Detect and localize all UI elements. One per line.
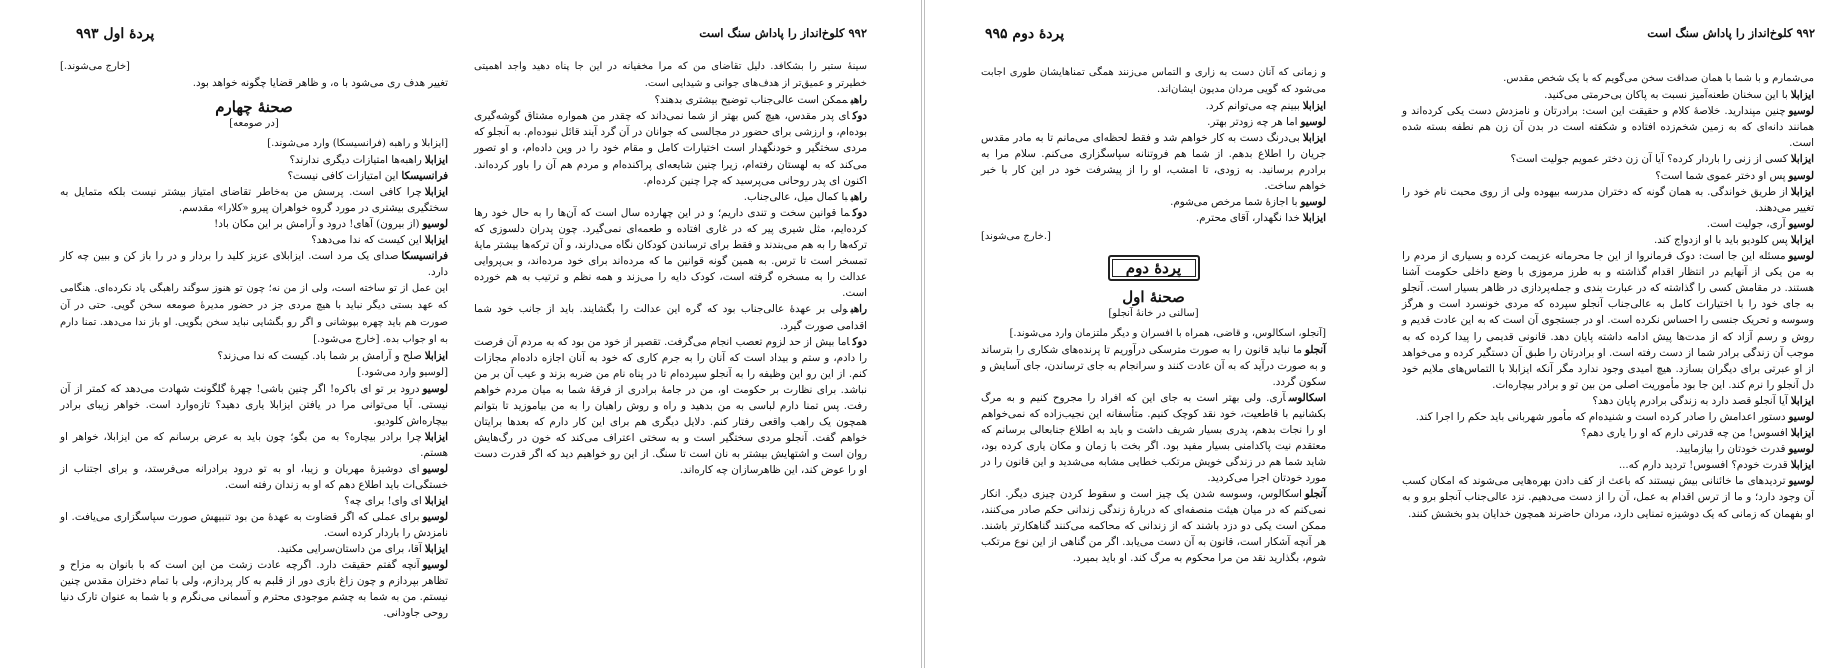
- speaker-name: اسکالوس: [1288, 392, 1326, 404]
- dialogue-line: [1402, 184, 1814, 216]
- speaker-name: راهب: [850, 94, 867, 107]
- dialogue-line: [474, 92, 867, 108]
- speaker-name: ایزابلا: [424, 234, 448, 246]
- stage-direction: می‌شمارم و با شما با همان صداقت سخن می‌گویم که با یک شخص مقدس.: [1503, 73, 1814, 84]
- speaker-name: دوک: [852, 206, 867, 219]
- dialogue-line: [1402, 248, 1814, 393]
- speech-text: افسوس! من چه قدرتی دارم که او را یاری دهم؟: [1581, 427, 1788, 440]
- speaker-name: آنجلو: [1304, 488, 1326, 500]
- speech-text: پس او دختر عموی شما است؟: [1655, 169, 1786, 182]
- dialogue-list: [60, 135, 448, 621]
- speaker-name: لوسیو: [1788, 410, 1814, 423]
- speaker-name: راهب: [850, 303, 867, 316]
- speech-text: قدرت خودم؟ افسوس! تردید دارم که...: [1618, 459, 1788, 472]
- speech-text: صدای یک مرد است. ایزابلای عزیز کلید را بردار و در را باز کن و ببین چه کار دارد.: [60, 250, 448, 278]
- speaker-name: ایزابلا: [1790, 153, 1814, 166]
- page-992-left: [462, 0, 921, 668]
- speech-text: ممکن است عالی‌جناب توضیح بیشتری بدهند؟: [654, 94, 848, 107]
- speech-text: چرا کافی است. پرسش من به‌خاطر تقاضای امتیاز بیشتر نیست بلکه متمایل به سختگیری بیشتری در مورد گروه خواهران پیرو «کلارا» مقدسم.: [60, 186, 448, 214]
- dialogue-line: [1402, 70, 1814, 87]
- stage-direction: [آنجلو، اسکالوس، و قاضی، همراه با افسران و دیگر ملتزمان وارد می‌شوند.]: [1009, 328, 1326, 339]
- scene-subtitle: [سالنی در خانهٔ آنجلو]: [1108, 308, 1199, 319]
- dialogue-line: [474, 301, 867, 333]
- speaker-name: لوسیو: [422, 218, 448, 230]
- speaker-name: فرانسیسکا: [401, 250, 448, 262]
- page-header: ۹۹۲ کلوخ‌انداز را پاداش سنگ است: [1647, 26, 1815, 40]
- dialogue-line: [60, 348, 448, 364]
- dialogue-line: [981, 325, 1326, 342]
- dialogue-line: [981, 64, 1326, 98]
- speech-text: اما هر چه زودتر بهتر.: [1207, 116, 1298, 128]
- speaker-name: ایزابلا: [1790, 427, 1814, 440]
- page-header: پردهٔ دوم ۹۹۵: [985, 26, 1065, 42]
- speech-text: آیا آنجلو قصد دارد به زندگی برادرم پایان دهد؟: [1592, 394, 1788, 407]
- speaker-name: ایزابلا: [1790, 459, 1814, 472]
- page-995-text: [981, 64, 1326, 566]
- dialogue-line: [60, 152, 448, 168]
- page-992-right-text: [1402, 70, 1814, 522]
- speaker-name: ایزابلا: [1302, 132, 1326, 144]
- speech-text: ای وای! برای چه؟: [344, 495, 422, 507]
- speech-text: تردیدهای ما خائنانی بیش نیستند که باعث از کف دادن بهره‌هایی می‌شوند که امکان کسب آن وجود دارد؛ و ما از ترس اقدام به عمل، آن را از دست می‌دهیم. نزد عالی‌جناب آنجلو برو و به او بفهمان که زمانی که یک دوشیزه تمنایی دارد، مردان حاضرند همچون خدایان بدو بخشش کنند.: [1402, 475, 1814, 520]
- dialogue-line: [981, 486, 1326, 566]
- right-page-spread: [925, 0, 1843, 668]
- speaker-name: دوک: [852, 110, 867, 123]
- speech-text: قدرت خودتان را بیازمایید.: [1675, 443, 1786, 456]
- dialogue-line: [60, 509, 448, 541]
- speaker-name: لوسیو: [422, 463, 448, 475]
- act-title-box: پردهٔ دوم: [1108, 255, 1200, 281]
- speaker-name: لوسیو: [422, 511, 448, 523]
- speech-text: اسکالوس، وسوسه شدن یک چیز است و سقوط کردن چیزی دیگر. انکار نمی‌کنم که در میان هیئت منصفه‌ای که دربارهٔ زندگی زندانی حکم صادر می‌کنند، ممکن است یکی دو دزد باشند که از زندانی که محاکمه می‌کنند گناهکارتر باشند. هر آنچه آشکار است، قانون به آن دست می‌یابد. اگر من گناهی از این نوع مرتکب شوم، بگذارید نقد من مرا محکوم به مرگ کند. او باید بمیرد.: [981, 488, 1326, 564]
- dialogue-line: [1402, 425, 1814, 441]
- speaker-name: ایزابلا: [1302, 100, 1326, 112]
- speech-text: از طریق خواندگی. به همان گونه که دختران مدرسه بیهوده ولی از روی محبت نام خود را تغییر می‌دهند.: [1402, 185, 1814, 214]
- page-992-right: [1370, 0, 1843, 668]
- dialogue-list-top: [981, 64, 1326, 226]
- stage-direction: این عمل از تو ساخته است، ولی از من نه؛ چون تو هنوز سوگند راهبگی یاد نکرده‌ای. هنگامی که عهد بستی دیگر نباید با هیچ مردی جز در حضور مدیرهٔ صومعه سخن گویی. حتی در آن صورت هم باید چهره بپوشانی و اگر رو بگشایی نباید سخن بگویی. او باز ندا می‌دهد. تمنا دارم به او جواب بده. [خارج می‌شود.]: [60, 283, 448, 345]
- dialogue-line: [60, 364, 448, 381]
- speech-text: مسئله این جا است: دوک فرمانروا از این جا محرمانه عزیمت کرده و بسیاری از مردم را به من یکی از آنهایم در انتظار اقدام گذاشته و به طرز مرموزی با وضع داخلی حکومت آشنا هستند. در مقامش کسی را گذاشته که در عبارت بندی و جمله‌پردازی در ظاهر بسیار است. آنجلو به جای خود را با اختیارات کامل به عالی‌جناب آنجلو سپرده که مردی خونسرد است و هرگز وسوسه و تحریک جنسی را احساس نکرده است. او در جستجوی آن است که به این عادت قدیم و روش و رسم آزاد که از مدت‌ها پیش ادامه داشته پایان دهد. قانونی قدیمی را پیدا کرده که به موجب آن زندگی برادر شما از دست رفته است. او برادرتان را طبق آن دستگیر کرده و می‌خواهد از او عبرتی برای دیگران بسازد. هیچ امیدی وجود ندارد مگر آنکه ایزابلا با التماس‌های ملایم خود دل آنجلو را نرم کند. این جا بود مأموریت اصلی من بین تو و برادر بیچاره‌ات.: [1402, 250, 1814, 391]
- dialogue-line: [981, 390, 1326, 486]
- speaker-name: لوسیو: [1300, 196, 1326, 208]
- speech-text: ای دوشیزهٔ مهربان و زیبا، او به تو درود برادرانه می‌فرستد، و برای اجتناب از خستگی‌ات باید اطلاع دهم که او به زندان رفته است.: [60, 463, 448, 491]
- speech-text: اما بیش از حد لزوم تعصب انجام می‌گرفت. تقصیر از خود من بود که به مردم آن فرصت را دادم، و ستم و بیداد است که آنان را به جرم کاری که خود به آنان اجازه داده‌ام مجازات کنم. از این رو این وظیفه را به آنجلو سپرده‌ام تا در پناه نام من ضربه بزند و عیب آن بر من نباشد. برای نظارت بر حکومت او، من در جامهٔ برادری از فرقهٔ شما به میان مردم خواهم رفت. پس تمنا دارم لباسی به من بدهید و راه و روش راهبان را به من بیاموزید تا بتوانم همچون یک راهب واقعی رفتار کنم. دلایل دیگری هم برای این کار دارم که بعدها برایتان خواهم گفت. آنجلو مردی سختگیر است و به سختی اعتراف می‌کند که خون در رگ‌هایش روان است و اشتهایش بیشتر به نان است تا سنگ. از این رو خواهیم دید که اگر قدرت دست او را عوض کند، این ظاهرسازان چه کاره‌اند.: [474, 335, 867, 477]
- dialogue-line: [60, 381, 448, 429]
- speaker-name: دوک: [852, 335, 867, 348]
- speaker-name: ایزابلا: [1302, 212, 1326, 224]
- speaker-name: ایزابلا: [424, 543, 448, 555]
- dialogue-list: [1402, 70, 1814, 522]
- dialogue-line: [474, 205, 867, 302]
- dialogue-line: [1402, 103, 1814, 151]
- speaker-name: لوسیو: [1788, 250, 1814, 263]
- dialogue-line: [981, 130, 1326, 194]
- speech-text: برای عملی که اگر قضاوت به عهدهٔ من بود تنبیهش صورت سپاسگزاری می‌یافت. او نامزدش را باردار کرده است.: [60, 511, 448, 539]
- speech-text: این امتیازات کافی نیست؟: [287, 170, 399, 182]
- dialogue-line: [1402, 393, 1814, 409]
- speech-text: بی‌درنگ دست به کار خواهم شد و فقط لحظه‌ای می‌مانم تا به مادر مقدس جریان را اطلاع بدهم. از شما هم فروتنانه سپاسگزاری می‌کنم. سلام مرا به برادرم برسانید. به زودی، تا امشب، او را از پیشرفت خود در این کار با خبر خواهم ساخت.: [981, 132, 1326, 192]
- dialogue-line: [1402, 473, 1814, 521]
- speech-text: پس کلودیو باید با او ازدواج کند.: [1653, 233, 1788, 246]
- page-header: ۹۹۲ کلوخ‌انداز را پاداش سنگ است: [699, 26, 867, 40]
- speech-text: با اجازهٔ شما مرخص می‌شوم.: [1170, 196, 1298, 208]
- dialogue-line: [474, 108, 867, 188]
- page-992-left-text: [474, 58, 867, 478]
- speech-text: آری. ولی بهتر است به جای این که افراد را مجروح کنیم و به مرگ بکشانیم با قاطعیت، خود نقد کوچک کنیم. متأسفانه این نجیب‌زاده که نمی‌خواهم او را نجات بدهم، پدری بسیار شریف داشت و باید به اطلاع جنابعالی برسانم که معتقدم نیت پاکدامنی بسیار مفید بود. اگر بخت با زمان و مکان یاری کرده بود، شاید شما هم در زندگی خویش مرتکب خطایی مشابه می‌شدید و این قانون را در مورد خودتان اجرا می‌کردید.: [981, 392, 1326, 484]
- speech-text: ببینم چه می‌توانم کرد.: [1205, 100, 1300, 112]
- dialogue-line: [1402, 151, 1814, 167]
- dialogue-line: [474, 58, 867, 92]
- speech-text: آنچه گفتم حقیقت دارد. اگرچه عادت زشت من این است که با بانوان به مزاح و تظاهر بپردازم و چون زاغ بازی دور از قلبم به کار پردازم، ولی با تمام دختران مقدس چنین نیستم. من به شما به چشم موجودی محترم و آسمانی می‌نگرم و با شما به عنوان تارک دنیا روحی جاودانی.: [60, 559, 448, 619]
- dialogue-line: [60, 232, 448, 248]
- dialogue-line: [1402, 457, 1814, 473]
- dialogue-line: [60, 135, 448, 152]
- speech-text: چرا برادر بیچاره؟ به من بگو؛ چون باید به عرض برسانم که من ایزابلا، خواهر او هستم.: [60, 431, 448, 459]
- dialogue-line: [1402, 216, 1814, 232]
- speaker-name: ایزابلا: [424, 186, 448, 198]
- speaker-name: ایزابلا: [424, 350, 448, 362]
- dialogue-line: [60, 493, 448, 509]
- dialogue-line: [60, 168, 448, 184]
- speech-text: با کمال میل، عالی‌جناب.: [743, 190, 848, 203]
- speech-text: راهبه‌ها امتیازات دیگری ندارند؟: [289, 154, 422, 166]
- speaker-name: لوسیو: [1788, 443, 1814, 456]
- page-995: [925, 0, 1370, 668]
- page-header: پردهٔ اول ۹۹۳: [76, 26, 155, 42]
- dialogue-line: [1402, 168, 1814, 184]
- dialogue-line: [60, 216, 448, 232]
- dialogue-line: [474, 334, 867, 479]
- dialogue-line: [981, 194, 1326, 210]
- dialogue-line: [60, 280, 448, 348]
- speaker-name: ایزابلا: [424, 495, 448, 507]
- exit-stage-direction: [خارج می‌شوند.]: [60, 61, 130, 72]
- page-993: [0, 0, 468, 668]
- dialogue-line: [981, 210, 1326, 226]
- dialogue-line: [981, 98, 1326, 114]
- left-page-spread: [0, 0, 921, 668]
- speech-text: ما نباید قانون را به صورت مترسکی درآوریم تا پرنده‌های شکاری را بترساند و به صورت درآید که به آن عادت کنند و سرانجام به جای ترساندن، جای آسایش و سکون گردد.: [981, 344, 1326, 388]
- exit-stage-direction: [خارج می‌شوند.]: [981, 231, 1051, 242]
- speaker-name: ایزابلا: [1790, 89, 1814, 102]
- speech-text: چنین مپندارید. خلاصهٔ کلام و حقیقت این است: برادرتان و نامزدش دست یکی کرده‌اند و همانند دانه‌ای که به زمین شخم‌زده افتاده و شکفته است در بدن آن زن هم نطفه بسته شده است.: [1402, 105, 1814, 150]
- speaker-name: ایزابلا: [1790, 394, 1814, 407]
- speaker-name: ایزابلا: [1790, 233, 1814, 246]
- stage-direction: [لوسیو وارد می‌شود.]: [357, 367, 448, 378]
- stage-direction: و زمانی که آنان دست به زاری و التماس می‌زنند همگی تمناهایشان طوری اجابت می‌شود که گویی مردان مدیون ایشان‌اند.: [981, 67, 1326, 95]
- speaker-name: لوسیو: [422, 383, 448, 395]
- speech-text: خدا نگهدار، آقای محترم.: [1195, 212, 1300, 224]
- speaker-name: لوسیو: [1788, 169, 1814, 182]
- speech-text: دستور اعدامش را صادر کرده است و شنیده‌ام که مأمور شهربانی باید حکم را اجرا کند.: [1415, 410, 1786, 423]
- top-line: تغییر هدف ری می‌شود با ه، و ظاهر قضایا چگونه خواهد بود.: [192, 77, 448, 89]
- dialogue-line: [60, 248, 448, 280]
- scene-title: صحنهٔ چهارم: [215, 98, 293, 116]
- dialogue-line: [1402, 232, 1814, 248]
- dialogue-line: [981, 114, 1326, 130]
- speaker-name: ایزابلا: [1790, 185, 1814, 198]
- dialogue-line: [60, 557, 448, 621]
- stage-direction: سینهٔ ستبر را بشکافد. دلیل تقاضای من که مرا مخفیانه در این جا پناه دهید واجد اهمیتی خطیرتر و عمیق‌تر از هدف‌های جوانی و شیدایی است.: [474, 61, 867, 90]
- speech-text: (از بیرون) آهای! درود و آرامش بر این مکان باد!: [214, 218, 420, 230]
- speech-text: صلح و آرامش بر شما باد. کیست که ندا می‌زند؟: [217, 350, 422, 362]
- speaker-name: لوسیو: [1788, 475, 1814, 488]
- dialogue-line: [474, 189, 867, 205]
- speech-text: ولی بر عهدهٔ عالی‌جناب بود که گره این عدالت را بگشایند. باید از جانب خود شما اقدامی صورت گیرد.: [474, 303, 867, 332]
- speaker-name: لوسیو: [1300, 116, 1326, 128]
- dialogue-line: [60, 184, 448, 216]
- dialogue-list: [474, 58, 867, 478]
- dialogue-list: [981, 325, 1326, 566]
- speech-text: آری، جولیت است.: [1706, 217, 1786, 230]
- dialogue-line: [60, 541, 448, 557]
- speaker-name: لوسیو: [1788, 217, 1814, 230]
- dialogue-line: [60, 429, 448, 461]
- scene-subtitle: [در صومعه]: [229, 118, 279, 129]
- dialogue-line: [1402, 441, 1814, 457]
- page-993-text: [60, 58, 448, 621]
- speaker-name: لوسیو: [1788, 105, 1814, 118]
- speech-text: آقا، برای من داستان‌سرایی مکنید.: [276, 543, 422, 555]
- speaker-name: آنجلو: [1304, 344, 1326, 356]
- stage-direction: [ایزابلا و راهبه (فرانسیسکا) وارد می‌شوند.]: [267, 138, 448, 149]
- speech-text: ما قوانین سخت و تندی داریم؛ و در این چهارده سال است که آن‌ها را به حال خود رها کرده‌ایم، مثل شیری پیر که در غاری افتاده و طعمه‌ای نمی‌گیرد. چون پدران دلسوزی که ترکه‌ها را به هم می‌بندند و فقط برای ترساندن کودکان نگاه می‌دارند، و آن ترکه‌ها بیشتر مایهٔ تمسخر است تا ترس. به همین گونه قوانین ما که مرده‌اند برای خود مرده‌اند، و بی‌پروایی عدالت را به مسخره گرفته است، کودک دایه را می‌زند و همه نظم و ترتیب به هم خورده است.: [474, 206, 867, 300]
- speech-text: این کیست که ندا می‌دهد؟: [311, 234, 422, 246]
- speaker-name: راهب: [850, 190, 867, 203]
- dialogue-line: [981, 342, 1326, 390]
- scene-title: صحنهٔ اول: [1122, 288, 1185, 306]
- speaker-name: لوسیو: [422, 559, 448, 571]
- dialogue-line: [1402, 87, 1814, 103]
- speaker-name: ایزابلا: [424, 431, 448, 443]
- dialogue-line: [60, 461, 448, 493]
- speech-text: با این سخنان طعنه‌آمیز نسبت به پاکان بی‌حرمتی می‌کنید.: [1544, 89, 1788, 102]
- speaker-name: فرانسیسکا: [401, 170, 448, 182]
- speaker-name: ایزابلا: [424, 154, 448, 166]
- dialogue-line: [1402, 409, 1814, 425]
- speech-text: درود بر تو ای باکره! اگر چنین باشی! چهرهٔ گلگونت شهادت می‌دهد که کمتر از آن نیستی. آیا می‌توانی مرا در یافتن ایزابلا یاری دهید؟ تازه‌وارد است. خواهر زیبای برادر بیچاره‌اش کلودیو.: [60, 383, 448, 427]
- speech-text: ای پدر مقدس، هیچ کس بهتر از شما نمی‌داند که چقدر من همواره مشتاق گوشه‌گیری بوده‌ام، و ارزشی برای حضور در مجالسی که جوانان در آن گرد آیند قائل نبوده‌ام. به آنجلو که مردی سختگیر و خودنگهدار است اختیارات کامل و مقام خود را در وین داده‌ام، و او تصور می‌کند که به لهستان رفته‌ام، زیرا چنین شایعه‌ای پراکنده‌ام و مردم هم آن را باور کرده‌اند. اکنون ای پدر روحانی می‌پرسید که چرا چنین کرده‌ام.: [474, 110, 867, 187]
- speech-text: کسی از زنی را باردار کرده؟ آیا آن زن دختر عمویم جولیت است؟: [1510, 153, 1788, 166]
